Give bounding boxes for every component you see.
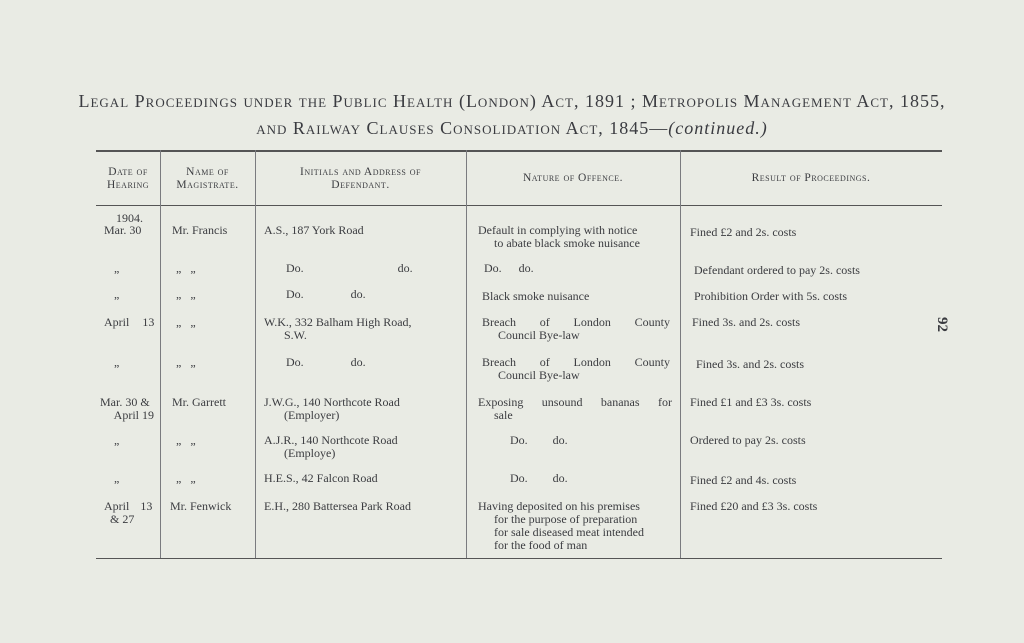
offence-line: Black smoke nuisance (482, 289, 590, 303)
header-magistrate (160, 166, 255, 192)
column-divider (680, 150, 681, 558)
table-row-offence (482, 356, 670, 382)
table-row-magistrate: „ „ (176, 315, 196, 329)
table-row-defendant (264, 316, 412, 342)
table-row-defendant (286, 288, 366, 301)
offence-line: Council Bye-law (498, 328, 580, 342)
table-row-offence (478, 224, 674, 250)
table-row-result: Fined £20 and £3 3s. costs (690, 499, 818, 513)
offence-line: Having deposited on his premises (478, 499, 640, 513)
defendant-line: (Employe) (284, 446, 336, 460)
table-row-result: Fined 3s. and 2s. costs (692, 315, 800, 329)
table-row-date (104, 500, 152, 526)
offence-line: Do. do. (510, 471, 568, 485)
table-row-magistrate: „ „ (176, 287, 196, 301)
offence-line: Council Bye-law (498, 368, 580, 382)
table-row-result: Fined £2 and 2s. costs (690, 225, 797, 239)
header-bottom-rule (96, 205, 942, 206)
offence-line: Breach of London County (482, 315, 670, 329)
table-row-offence (478, 396, 672, 422)
column-divider (160, 150, 161, 558)
defendant-line: Do. do. (286, 355, 366, 369)
page-title-line-2 (0, 118, 1024, 139)
offence-line: Do. do. (510, 433, 568, 447)
header-result: Result of Proceedings. (751, 172, 871, 184)
date-line: Mar. 30 (104, 223, 142, 237)
table-row-date (104, 224, 141, 237)
page-title-continued: (continued.) (668, 118, 768, 138)
defendant-line: S.W. (284, 328, 307, 342)
table-row-magistrate: Mr. Garrett (172, 395, 226, 409)
table-row-offence (510, 434, 568, 447)
page-number: 92 (934, 317, 950, 332)
page-title-line-2-main: and Railway Clauses Consolidation Act, 1845— (256, 118, 669, 138)
table-row-date (100, 396, 154, 422)
table-row-magistrate: „ „ (176, 261, 196, 275)
table-row-result: Fined £1 and £3 3s. costs (690, 395, 812, 409)
date-line: April 19 (113, 408, 154, 422)
date-line: & 27 (110, 512, 135, 526)
table-row-date (114, 472, 119, 485)
table-row-result: Ordered to pay 2s. costs (690, 433, 806, 447)
table-row-result: Prohibition Order with 5s. costs (694, 289, 847, 303)
defendant-line: A.S., 187 York Road (264, 223, 364, 237)
table-row-defendant (264, 434, 398, 460)
header-defendant-line: Initials and Address of (300, 166, 421, 178)
header-date (96, 166, 160, 192)
table-row-defendant (264, 500, 411, 513)
defendant-line: Do. do. (286, 287, 366, 301)
date-line: „ (114, 433, 120, 447)
date-line: Mar. 30 & (100, 395, 150, 409)
header-date-line: Date of (108, 166, 148, 178)
table-row-magistrate: Mr. Fenwick (170, 499, 232, 513)
date-line: „ (114, 471, 120, 485)
header-defendant (255, 166, 466, 192)
offence-line: Breach of London County (482, 355, 670, 369)
offence-line: sale (494, 408, 513, 422)
table-row-defendant (264, 396, 400, 422)
table-row-date (114, 434, 119, 447)
defendant-line: W.K., 332 Balham High Road, (264, 315, 412, 329)
header-magistrate-line: Name of (186, 166, 229, 178)
year-label: 1904. (116, 211, 143, 225)
table-row-defendant (286, 356, 366, 369)
table-row-magistrate: „ „ (176, 355, 196, 369)
table-row-date (114, 288, 119, 301)
offence-line: for the food of man (494, 538, 588, 552)
table-top-rule (96, 150, 942, 152)
table-row-offence (484, 262, 534, 275)
table-row-defendant (264, 224, 364, 237)
date-line: April 13 (104, 499, 153, 513)
offence-line: to abate black smoke nuisance (494, 236, 640, 250)
offence-line: for sale diseased meat intended (494, 525, 644, 539)
table-row-offence (478, 500, 644, 552)
date-line: „ (114, 355, 120, 369)
table-row-defendant (286, 262, 413, 275)
table-row-magistrate: „ „ (176, 433, 196, 447)
offence-line: Default in complying with notice (478, 223, 638, 237)
defendant-line: E.H., 280 Battersea Park Road (264, 499, 411, 513)
table-row-result: Defendant ordered to pay 2s. costs (694, 263, 860, 277)
header-offence: Nature of Offence. (522, 172, 624, 184)
column-divider (466, 150, 467, 558)
defendant-line: Do. do. (286, 261, 413, 275)
table-row-magistrate: „ „ (176, 471, 196, 485)
header-defendant-line: Defendant. (331, 179, 390, 191)
column-divider (255, 150, 256, 558)
defendant-line: (Employer) (284, 408, 340, 422)
defendant-line: H.E.S., 42 Falcon Road (264, 471, 378, 485)
offence-line: Exposing unsound bananas for (478, 395, 672, 409)
table-row-date (114, 262, 119, 275)
date-line: „ (114, 261, 120, 275)
table-row-result: Fined £2 and 4s. costs (690, 473, 797, 487)
header-date-line: Hearing (106, 179, 150, 191)
table-row-date (114, 356, 119, 369)
offence-line: Do. do. (484, 261, 534, 275)
header-magistrate-line: Magistrate. (176, 179, 239, 191)
defendant-line: J.W.G., 140 Northcote Road (264, 395, 400, 409)
table-row-defendant (264, 472, 378, 485)
offence-line: for the purpose of preparation (494, 512, 638, 526)
defendant-line: A.J.R., 140 Northcote Road (264, 433, 398, 447)
table-row-date (104, 316, 154, 329)
table-bottom-rule (96, 558, 942, 559)
table-row-offence (482, 290, 589, 303)
table-row-offence (510, 472, 568, 485)
table-row-result: Fined 3s. and 2s. costs (696, 357, 804, 371)
table-row-magistrate: Mr. Francis (172, 223, 228, 237)
page-title-line-1: Legal Proceedings under the Public Health (London) Act, 1891 ; Metropolis Management Act, 1855, (78, 91, 946, 111)
date-line: April 13 (104, 315, 155, 329)
table-row-offence (482, 316, 670, 342)
date-line: „ (114, 287, 120, 301)
